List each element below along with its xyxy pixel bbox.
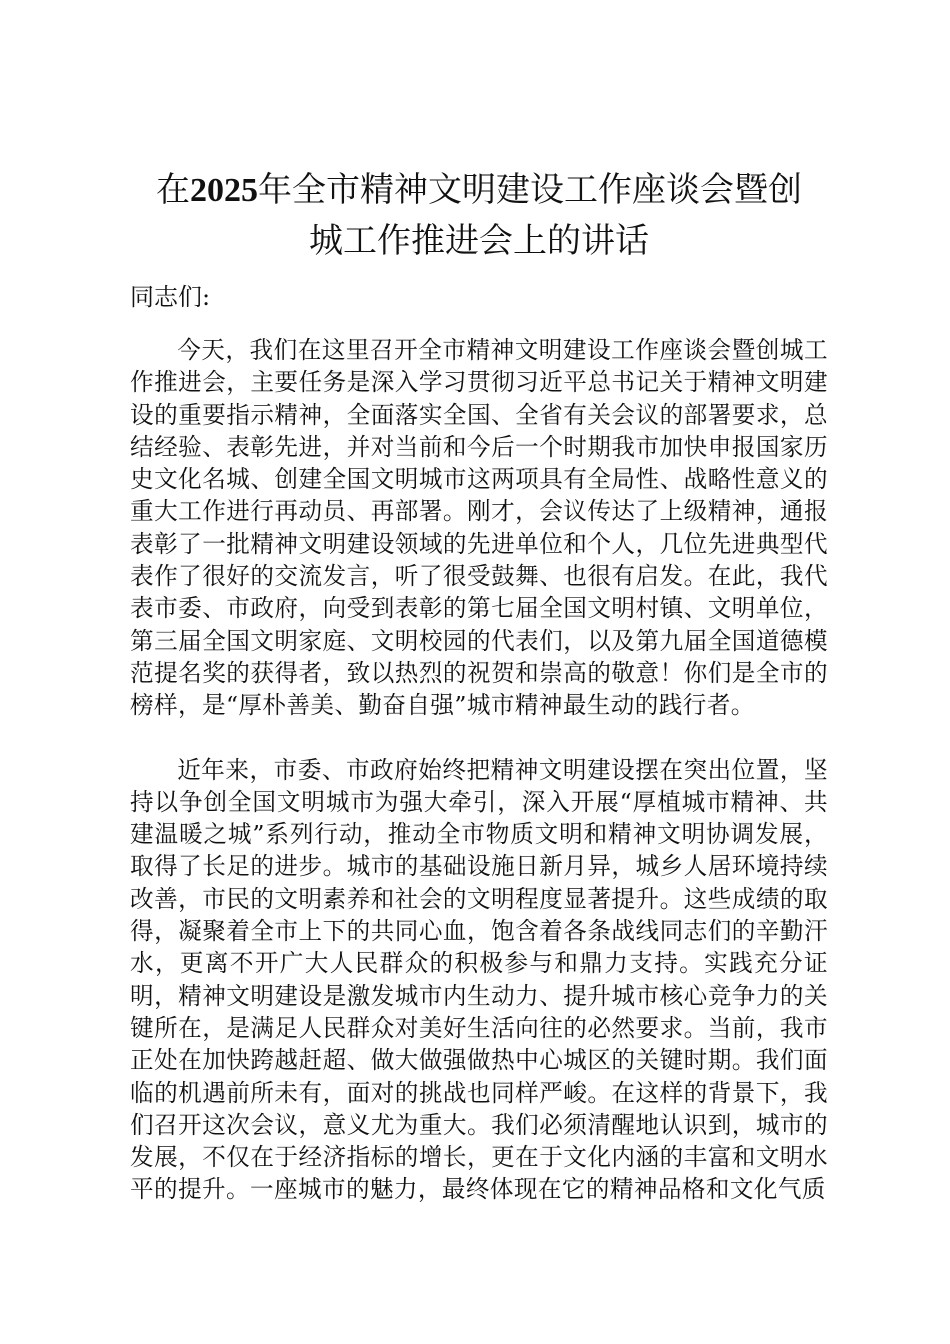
title-line1-rest: 年全市精神文明建设工作座谈会暨创 [258,170,802,210]
document-page [130,165,828,1229]
paragraph-2: 近年来，市委、市政府始终把精神文明建设摆在突出位置，坚持以争创全国文明城市为强大牵引，深入开展“厚植城市精神、共建温暖之城”系列行动，推动全市物质文明和精神文明协调发展，取得了长足的进步。城市的基础设施日新月异，城乡人居环境持续改善，市民的文明素养和社会的文明程度显著提升。这些成绩的取得，凝聚着全市上下的共同心血，饱含着各条战线同志们的辛勤汗水，更离不开广大人民群众的积极参与和鼎力支持。实践充分证明，精神文明建设是激发城市内生动力、提升城市核心竞争力的关键所在，是满足人民群众对美好生活向往的必然要求。当前，我市正处在加快跨越赶超、做大做强做热中心城区的关键时期。我们面临的机遇前所未有，面对的挑战也同样严峻。在这样的背景下，我们召开这次会议，意义尤为重大。我们必须清醒地认识到，城市的发展，不仅在于经济指标的增长，更在于文化内涵的丰富和文明水平的提升。一座城市的魅力，最终体现在它的精神品格和文化气质 [130,755,828,1204]
title-prefix: 在 [156,170,190,210]
title-line2: 城工作推进会上的讲话 [309,221,649,261]
title-year: 2025 [190,172,258,209]
salutation: 同志们: [130,283,211,311]
paragraph-1: 今天，我们在这里召开全市精神文明建设工作座谈会暨创城工作推进会，主要任务是深入学习贯彻习近平总书记关于精神文明建设的重要指示精神，全面落实全国、全省有关会议的部署要求，总结经验、表彰先进，并对当前和今后一个时期我市加快申报国家历史文化名城、创建全国文明城市这两项具有全局性、战略性意义的重大工作进行再动员、再部署。刚才，会议传达了上级精神，通报表彰了一批精神文明建设领域的先进单位和个人，几位先进典型代表作了很好的交流发言，听了很受鼓舞、也很有启发。在此，我代表市委、市政府，向受到表彰的第七届全国文明村镇、文明单位，第三届全国文明家庭、文明校园的代表们，以及第九届全国道德模范提名奖的获得者，致以热烈的祝贺和崇高的敬意！你们是全市的榜样，是“厚朴善美、勤奋自强”城市精神最生动的践行者。 [130,336,828,720]
document-title [110,165,848,266]
